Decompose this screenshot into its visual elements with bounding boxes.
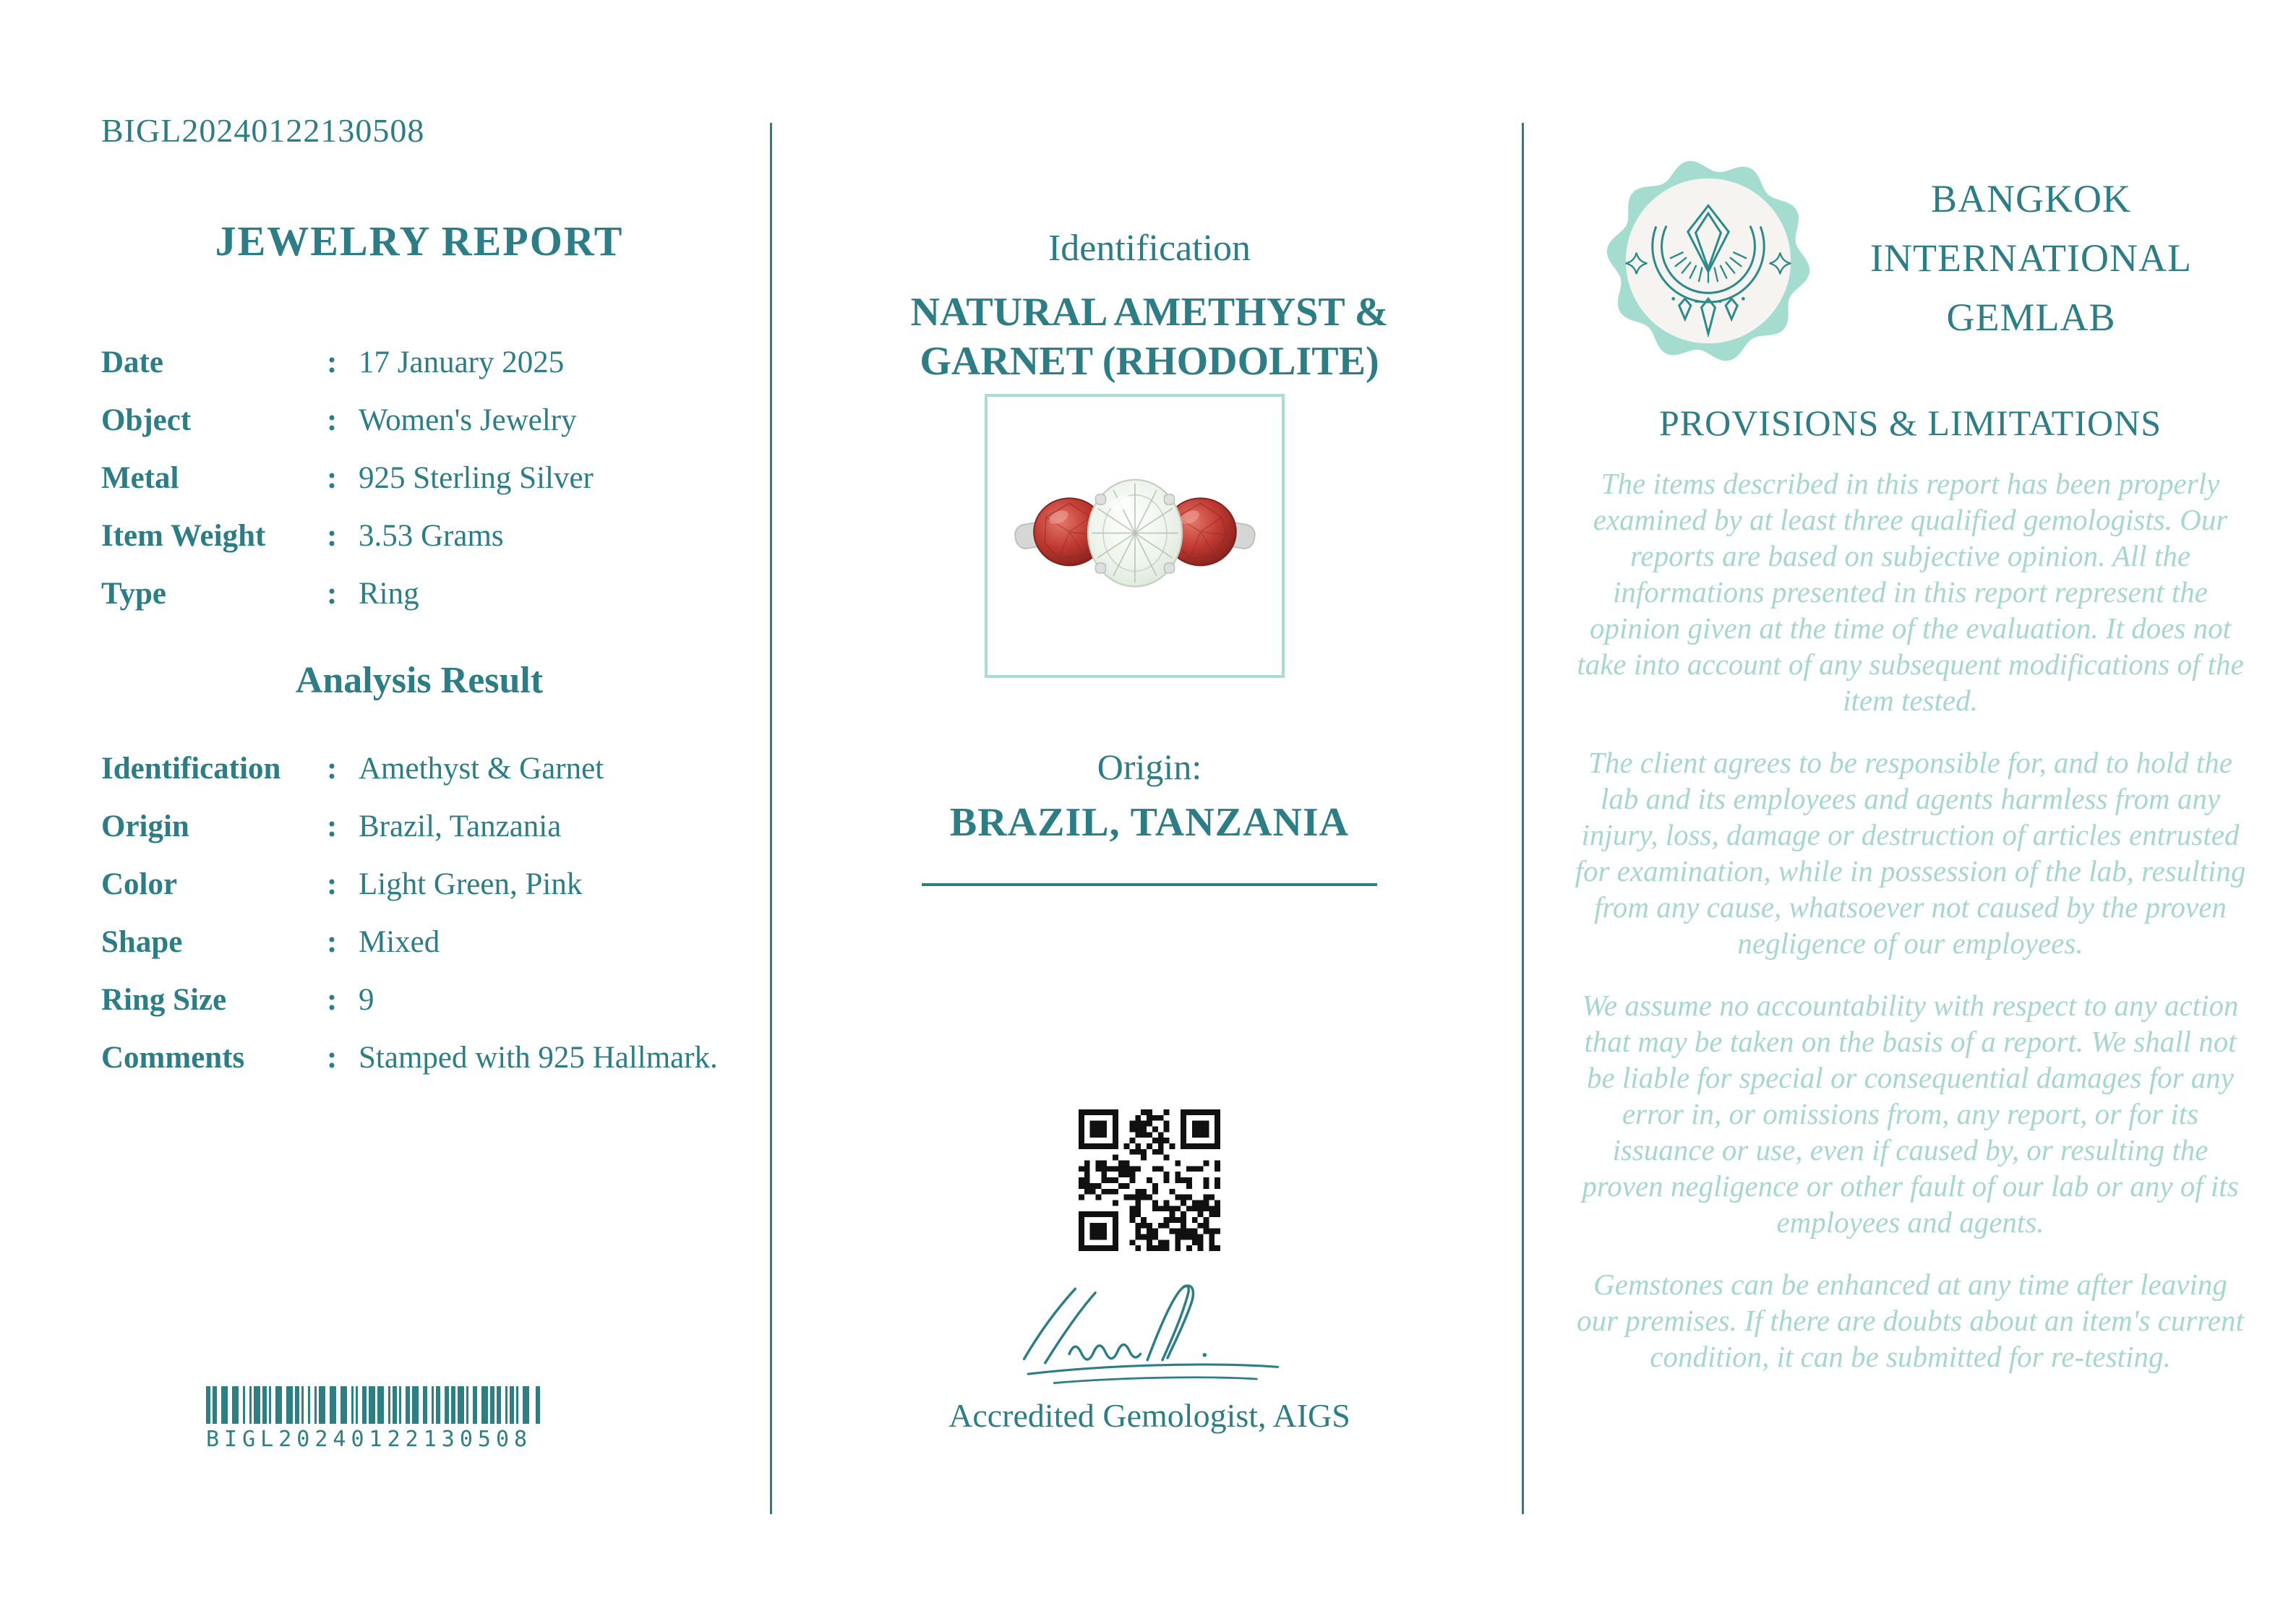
info-row-item-weight [101,516,737,557]
info-row-metal [101,458,737,499]
gemologist-signature [994,1276,1305,1406]
item-photo-frame [985,394,1285,678]
provisions-paragraphs [1569,465,2252,1401]
analysis-row-ring-size [101,980,737,1021]
info-value: 925 Sterling Silver [359,461,594,495]
info-label: Item Weight [101,519,266,553]
barcode [206,1386,540,1452]
info-value: 17 January 2025 [359,345,565,379]
column-divider-right [1522,123,1524,1514]
info-row-type [101,574,737,614]
colon: : [327,577,338,611]
identification-column [802,0,1496,1624]
origin-label: Origin: [1097,747,1202,787]
analysis-label: Color [101,867,178,901]
colon: : [327,752,338,786]
provisions-paragraph-2: The client agrees to be responsible for, and to hold the lab and its employees and agents harmless from any injury, loss, damage or destruction of articles entrusted for examination, while in possession of the lab, resulting from any cause, whatsoever not caused by the proven negligence of our employees. [1575,746,2246,960]
analysis-label: Comments [101,1041,245,1075]
colon: : [327,1041,338,1075]
info-label: Metal [101,461,179,495]
origin-divider-line [922,883,1377,886]
analysis-row-comments [101,1038,737,1078]
info-label: Object [101,403,192,437]
analysis-value: Light Green, Pink [359,867,583,901]
barcode-text: BIGL20240122130508 [206,1427,533,1452]
analysis-result-title: Analysis Result [295,660,544,701]
provisions-paragraph-1: The items described in this report has been properly examined by at least three qualified gemologists. Our reports are based on subjective opinion. All the informations presented in this report represent the opinion given at the time of the evaluation. It does not take into account of any subsequent modifications of the item tested. [1577,467,2244,717]
analysis-result-list [101,749,737,1096]
provisions-title: PROVISIONS & LIMITATIONS [1658,403,2162,443]
item-title: NATURAL AMETHYST & GARNET (RHODOLITE) [910,290,1389,384]
report-id: BIGL20240122130508 [101,112,425,149]
qr-code [1079,1109,1220,1251]
lab-name [1810,159,2252,363]
info-row-date [101,343,737,383]
info-label: Type [101,577,166,611]
analysis-value: Mixed [359,925,440,959]
analysis-value: Brazil, Tanzania [359,809,562,843]
analysis-label: Identification [101,752,281,786]
gemlab-logo-icon [1606,159,1810,363]
colon: : [327,461,338,495]
provisions-paragraph-3: We assume no accountability with respect to any action that may be taken on the basis of a report. We shall not be liable for special or consequential damages for any error in, or omissions from, any report, or for its issuance or use, even if caused by, or resulting the proven negligence or other fault of our lab or any of its employees and agents. [1582,989,2239,1239]
ring-photo [1008,428,1262,645]
analysis-value: Amethyst & Garnet [359,752,604,786]
analysis-label: Shape [101,925,183,959]
analysis-row-origin [101,807,737,847]
lab-name-line-3: GEMLAB [1946,296,2116,339]
colon: : [327,345,338,379]
analysis-value: Stamped with 925 Hallmark. [359,1041,718,1075]
colon: : [327,403,338,437]
origin-value: BRAZIL, TANZANIA [949,800,1350,845]
info-row-object [101,400,737,441]
analysis-value: 9 [359,983,374,1017]
info-label: Date [101,345,163,379]
analysis-row-color [101,864,737,905]
report-title: JEWELRY REPORT [215,218,624,265]
column-divider-left [770,123,772,1514]
colon: : [327,983,338,1017]
lab-provisions-column [1569,0,2252,1624]
gemologist-credential: Accredited Gemologist, AIGS [948,1397,1350,1434]
analysis-label: Origin [101,809,189,843]
lab-name-line-1: BANGKOK [1931,177,2131,220]
analysis-row-shape [101,922,737,963]
lab-header [1569,159,2252,363]
lab-name-line-2: INTERNATIONAL [1870,236,2192,280]
colon: : [327,867,338,901]
colon: : [327,809,338,843]
info-value: Women's Jewelry [359,403,577,437]
info-value: Ring [359,577,419,611]
identification-section-title: Identification [1048,228,1251,269]
item-info-list [101,343,737,632]
colon: : [327,925,338,959]
provisions-paragraph-4: Gemstones can be enhanced at any time after leaving our premises. If there are doubts about an item's current condition, it can be submitted for re-testing. [1577,1268,2244,1373]
colon: : [327,519,338,553]
report-details-column [101,0,737,1624]
barcode-bars-graphic [206,1386,540,1424]
analysis-label: Ring Size [101,983,227,1017]
info-value: 3.53 Grams [359,519,504,553]
analysis-row-identification [101,749,737,789]
